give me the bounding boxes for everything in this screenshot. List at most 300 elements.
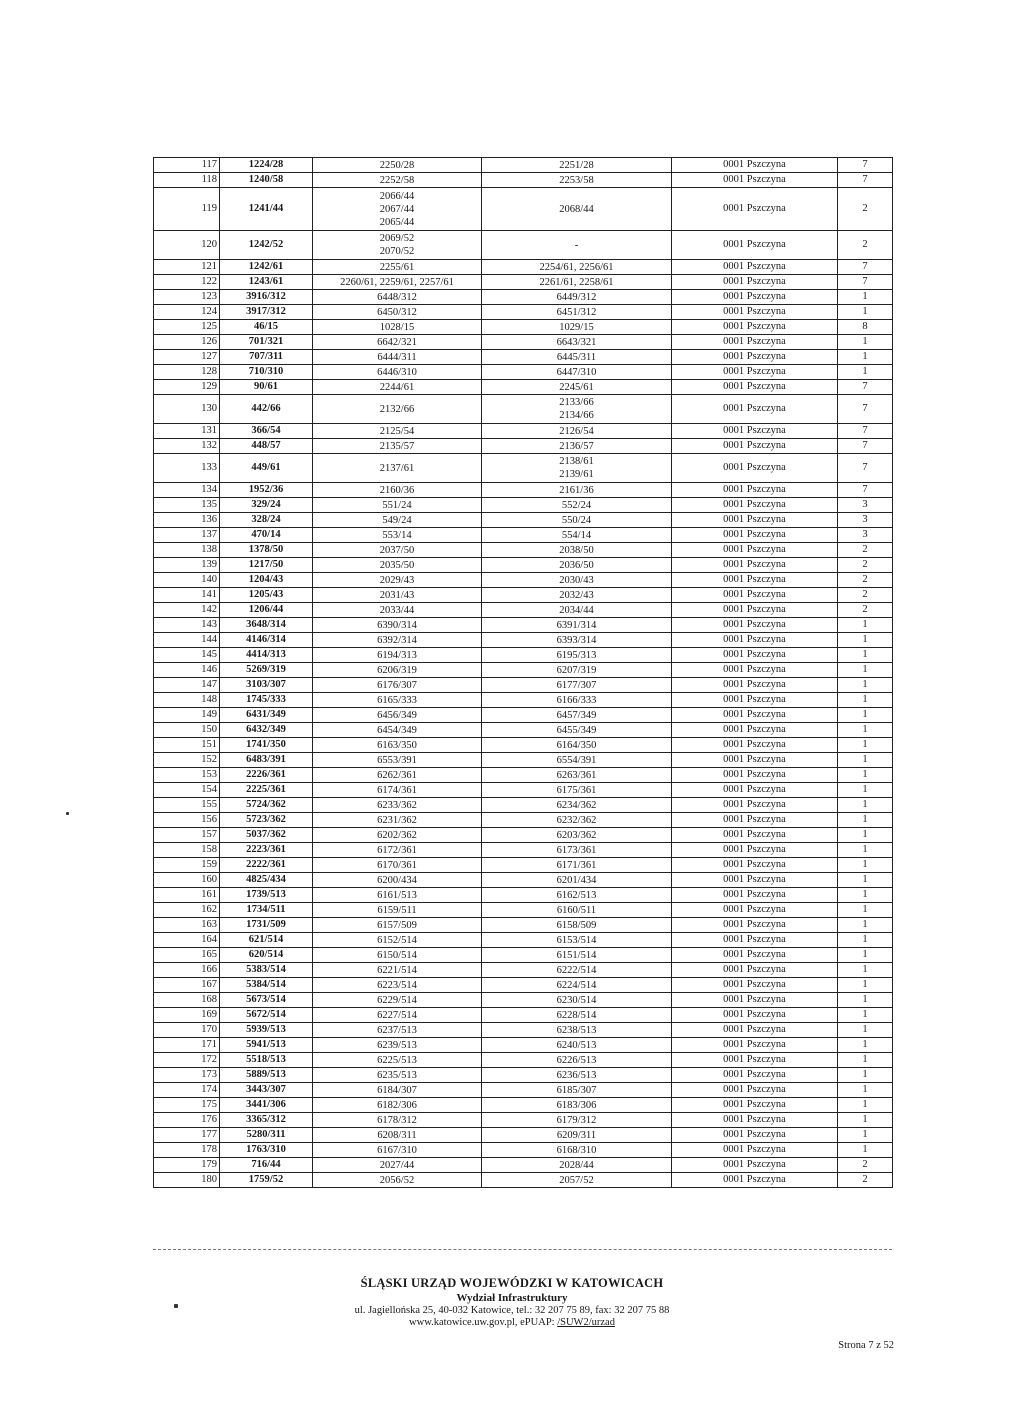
- parcels-after: [482, 678, 672, 693]
- row-number: 130: [154, 395, 220, 424]
- value-cell: 1: [838, 888, 893, 903]
- parcel-number: 707/311: [220, 350, 313, 365]
- parcels-before-line: 2033/44: [379, 604, 415, 616]
- row-number: 125: [154, 320, 220, 335]
- parcels-after-line: -: [574, 239, 579, 251]
- parcels-after: [482, 1023, 672, 1038]
- parcel-number: 6483/391: [220, 753, 313, 768]
- parcels-after: [482, 158, 672, 173]
- value-cell: 7: [838, 454, 893, 483]
- parcels-after-line: 6153/514: [556, 934, 597, 946]
- value-cell: 1: [838, 305, 893, 320]
- value-cell: 1: [838, 1008, 893, 1023]
- value-cell: 2: [838, 1173, 893, 1188]
- parcels-before-line: 6444/311: [377, 351, 417, 363]
- precinct: 0001 Pszczyna: [672, 723, 838, 738]
- parcels-after-line: 6222/514: [556, 964, 597, 976]
- parcels-after: [482, 1038, 672, 1053]
- parcels-after-line: 6171/361: [556, 859, 597, 871]
- table-row: [154, 618, 893, 633]
- parcels-before-line: 2160/36: [379, 484, 415, 496]
- precinct: 0001 Pszczyna: [672, 978, 838, 993]
- parcels-after-line: 6238/513: [556, 1024, 597, 1036]
- parcel-number: 1739/513: [220, 888, 313, 903]
- value-cell: 1: [838, 783, 893, 798]
- table-row: [154, 738, 893, 753]
- parcels-after: [482, 648, 672, 663]
- parcel-number: 5384/514: [220, 978, 313, 993]
- table-row: [154, 231, 893, 260]
- value-cell: 7: [838, 275, 893, 290]
- value-cell: 1: [838, 1128, 893, 1143]
- value-cell: 1: [838, 1098, 893, 1113]
- table-row: [154, 783, 893, 798]
- parcels-after-line: 6445/311: [556, 351, 597, 363]
- parcels-before-line: 2035/50: [379, 559, 415, 571]
- parcels-before-line: 2027/44: [379, 1159, 415, 1171]
- parcels-before-line: 6239/513: [377, 1039, 417, 1051]
- parcels-before: [313, 918, 482, 933]
- row-number: 179: [154, 1158, 220, 1173]
- parcels-after: [482, 380, 672, 395]
- parcels-before: [313, 933, 482, 948]
- parcels-before-line: 2067/44: [379, 203, 415, 215]
- precinct: 0001 Pszczyna: [672, 798, 838, 813]
- parcels-before-line: 2132/66: [379, 403, 415, 415]
- parcels-after: [482, 1173, 672, 1188]
- parcels-after-line: 6166/333: [556, 694, 597, 706]
- parcels-before: [313, 678, 482, 693]
- parcels-before-line: 6262/361: [377, 769, 417, 781]
- precinct: 0001 Pszczyna: [672, 1023, 838, 1038]
- parcels-before-line: 2260/61, 2259/61, 2257/61: [340, 276, 454, 288]
- parcels-after-line: 2139/61: [559, 469, 594, 480]
- row-number: 151: [154, 738, 220, 753]
- table-row: [154, 528, 893, 543]
- row-number: 174: [154, 1083, 220, 1098]
- parcels-after: [482, 483, 672, 498]
- row-number: 143: [154, 618, 220, 633]
- parcels-before-line: 2037/50: [379, 544, 415, 556]
- parcel-number: 3443/307: [220, 1083, 313, 1098]
- parcels-after-line: 6158/509: [556, 919, 597, 931]
- parcels-before-line: 2135/57: [379, 440, 415, 452]
- table-row: [154, 320, 893, 335]
- precinct: 0001 Pszczyna: [672, 633, 838, 648]
- parcels-before-line: 6456/349: [377, 709, 417, 721]
- parcel-number: 1731/509: [220, 918, 313, 933]
- precinct: 0001 Pszczyna: [672, 588, 838, 603]
- row-number: 154: [154, 783, 220, 798]
- table-row: [154, 963, 893, 978]
- parcels-before-line: 2125/54: [379, 425, 415, 437]
- footer-address: ul. Jagiellońska 25, 40-032 Katowice, tel.: 32 207 75 89, fax: 32 207 75 88: [354, 1305, 670, 1316]
- row-number: 118: [154, 173, 220, 188]
- parcel-number: 621/514: [220, 933, 313, 948]
- row-number: 139: [154, 558, 220, 573]
- parcels-before-line: 6172/361: [377, 844, 417, 856]
- parcels-before-line: 6150/514: [377, 949, 417, 961]
- parcels-after-line: 2133/66: [559, 397, 594, 408]
- table-row: [154, 305, 893, 320]
- precinct: 0001 Pszczyna: [672, 1128, 838, 1143]
- parcels-after-line: 6226/513: [556, 1054, 597, 1066]
- parcels-after-line: 6201/434: [556, 874, 597, 886]
- value-cell: 2: [838, 558, 893, 573]
- parcels-after: [482, 498, 672, 513]
- parcels-before-line: 6237/513: [377, 1024, 417, 1036]
- row-number: 152: [154, 753, 220, 768]
- parcel-number: 620/514: [220, 948, 313, 963]
- table-row: [154, 813, 893, 828]
- parcels-after: [482, 1113, 672, 1128]
- table-row: [154, 1158, 893, 1173]
- value-cell: 1: [838, 858, 893, 873]
- row-number: 150: [154, 723, 220, 738]
- value-cell: 1: [838, 738, 893, 753]
- precinct: 0001 Pszczyna: [672, 231, 838, 260]
- precinct: 0001 Pszczyna: [672, 648, 838, 663]
- precinct: 0001 Pszczyna: [672, 753, 838, 768]
- row-number: 142: [154, 603, 220, 618]
- parcels-before: [313, 603, 482, 618]
- table-row: [154, 768, 893, 783]
- parcels-before-line: 6208/311: [377, 1129, 417, 1141]
- table-row: [154, 693, 893, 708]
- row-number: 128: [154, 365, 220, 380]
- parcels-before: [313, 993, 482, 1008]
- row-number: 167: [154, 978, 220, 993]
- parcels-after-line: 6234/362: [556, 799, 597, 811]
- parcels-after: [482, 978, 672, 993]
- precinct: 0001 Pszczyna: [672, 678, 838, 693]
- parcels-after: [482, 1008, 672, 1023]
- table-row: [154, 603, 893, 618]
- table-row: [154, 483, 893, 498]
- parcels-after: [482, 828, 672, 843]
- precinct: 0001 Pszczyna: [672, 813, 838, 828]
- table-row: [154, 513, 893, 528]
- parcel-number: 366/54: [220, 424, 313, 439]
- parcels-after: [482, 768, 672, 783]
- parcels-before: [313, 888, 482, 903]
- parcels-after-line: 6447/310: [556, 366, 597, 378]
- parcel-number: 5037/362: [220, 828, 313, 843]
- parcels-after-line: 6240/513: [556, 1039, 597, 1051]
- parcel-number: 442/66: [220, 395, 313, 424]
- parcels-before-line: 2250/28: [379, 159, 415, 171]
- row-number: 171: [154, 1038, 220, 1053]
- parcels-before-line: 6642/321: [377, 336, 417, 348]
- table-row: [154, 1143, 893, 1158]
- precinct: 0001 Pszczyna: [672, 498, 838, 513]
- parcels-before-line: 6390/314: [377, 619, 417, 631]
- table-row: [154, 798, 893, 813]
- parcels-before: [313, 738, 482, 753]
- row-number: 148: [154, 693, 220, 708]
- parcels-before: [313, 723, 482, 738]
- parcels-after-line: 6175/361: [556, 784, 597, 796]
- table-row: [154, 648, 893, 663]
- parcels-before: [313, 828, 482, 843]
- parcels-before-line: 6454/349: [377, 724, 417, 736]
- value-cell: 1: [838, 843, 893, 858]
- parcels-after-line: 2126/54: [559, 425, 594, 437]
- parcels-before-line: 2244/61: [379, 381, 415, 393]
- value-cell: 2: [838, 573, 893, 588]
- value-cell: 1: [838, 1038, 893, 1053]
- value-cell: 1: [838, 723, 893, 738]
- parcel-number: 5518/513: [220, 1053, 313, 1068]
- parcels-before: [313, 275, 482, 290]
- parcels-before-line: 551/24: [382, 499, 412, 511]
- parcels-after-line: 2032/43: [559, 589, 594, 601]
- value-cell: 1: [838, 948, 893, 963]
- value-cell: 1: [838, 618, 893, 633]
- table-row: [154, 1113, 893, 1128]
- parcels-after: [482, 903, 672, 918]
- parcels-after: [482, 783, 672, 798]
- parcels-after-line: 2251/28: [559, 159, 594, 171]
- precinct: 0001 Pszczyna: [672, 320, 838, 335]
- parcels-after: [482, 993, 672, 1008]
- value-cell: 2: [838, 231, 893, 260]
- precinct: 0001 Pszczyna: [672, 454, 838, 483]
- value-cell: 1: [838, 633, 893, 648]
- parcels-before-line: 6157/509: [377, 919, 417, 931]
- parcels-before: [313, 158, 482, 173]
- parcels-after: [482, 753, 672, 768]
- precinct: 0001 Pszczyna: [672, 693, 838, 708]
- row-number: 173: [154, 1068, 220, 1083]
- parcels-before-line: 6450/312: [377, 306, 417, 318]
- parcels-before: [313, 528, 482, 543]
- parcels-after: [482, 1128, 672, 1143]
- parcels-before-line: 6448/312: [377, 291, 417, 303]
- parcels-after-line: 6160/511: [556, 904, 597, 916]
- parcels-after: [482, 1098, 672, 1113]
- parcels-before-line: 6233/362: [377, 799, 417, 811]
- parcels-after-line: 6263/361: [556, 769, 597, 781]
- parcel-number: 3648/314: [220, 618, 313, 633]
- row-number: 132: [154, 439, 220, 454]
- parcels-before: [313, 498, 482, 513]
- value-cell: 2: [838, 543, 893, 558]
- parcel-number: 5672/514: [220, 1008, 313, 1023]
- parcels-before: [313, 231, 482, 260]
- table-row: [154, 753, 893, 768]
- parcel-number: 1759/52: [220, 1173, 313, 1188]
- parcel-number: 1952/36: [220, 483, 313, 498]
- parcels-before: [313, 173, 482, 188]
- row-number: 159: [154, 858, 220, 873]
- value-cell: 8: [838, 320, 893, 335]
- value-cell: 1: [838, 335, 893, 350]
- parcel-number: 2225/361: [220, 783, 313, 798]
- parcels-after-line: 2161/36: [559, 484, 594, 496]
- row-number: 170: [154, 1023, 220, 1038]
- parcels-before: [313, 1173, 482, 1188]
- precinct: 0001 Pszczyna: [672, 173, 838, 188]
- parcels-before-line: 6163/350: [377, 739, 417, 751]
- parcels-before: [313, 558, 482, 573]
- parcels-after: [482, 231, 672, 260]
- parcels-after: [482, 335, 672, 350]
- table-row: [154, 723, 893, 738]
- parcel-number: 2223/361: [220, 843, 313, 858]
- parcels-after-line: 2034/44: [559, 604, 594, 616]
- precinct: 0001 Pszczyna: [672, 573, 838, 588]
- row-number: 138: [154, 543, 220, 558]
- parcels-before: [313, 260, 482, 275]
- row-number: 131: [154, 424, 220, 439]
- parcels-after-line: 6230/514: [556, 994, 597, 1006]
- table-row: [154, 843, 893, 858]
- row-number: 120: [154, 231, 220, 260]
- parcels-before: [313, 708, 482, 723]
- value-cell: 7: [838, 483, 893, 498]
- parcel-number: 6432/349: [220, 723, 313, 738]
- parcels-before: [313, 439, 482, 454]
- parcels-after: [482, 963, 672, 978]
- parcels-before: [313, 813, 482, 828]
- footer-web: [0, 1317, 1024, 1328]
- value-cell: 7: [838, 260, 893, 275]
- row-number: 122: [154, 275, 220, 290]
- table-row: [154, 1038, 893, 1053]
- parcels-before: [313, 1068, 482, 1083]
- parcels-before: [313, 1008, 482, 1023]
- value-cell: 1: [838, 813, 893, 828]
- parcels-after-line: 6391/314: [556, 619, 597, 631]
- parcel-number: 1734/511: [220, 903, 313, 918]
- parcel-number: 3916/312: [220, 290, 313, 305]
- table-row: [154, 1068, 893, 1083]
- table-row: [154, 918, 893, 933]
- table-row: [154, 888, 893, 903]
- table-row: [154, 1173, 893, 1188]
- parcels-before: [313, 873, 482, 888]
- parcels-before-line: 2056/52: [379, 1174, 415, 1186]
- value-cell: 1: [838, 753, 893, 768]
- parcels-after: [482, 454, 672, 483]
- parcels-before: [313, 663, 482, 678]
- parcels-after: [482, 1083, 672, 1098]
- parcels-after-line: 2030/43: [559, 574, 594, 586]
- row-number: 157: [154, 828, 220, 843]
- parcels-before-line: 549/24: [382, 514, 412, 526]
- parcels-before-line: 6184/307: [377, 1084, 417, 1096]
- precinct: 0001 Pszczyna: [672, 424, 838, 439]
- parcels-after-line: 550/24: [561, 514, 592, 526]
- parcel-number: 3103/307: [220, 678, 313, 693]
- table-row: [154, 1008, 893, 1023]
- row-number: 127: [154, 350, 220, 365]
- precinct: 0001 Pszczyna: [672, 528, 838, 543]
- table-row: [154, 335, 893, 350]
- parcels-before: [313, 320, 482, 335]
- parcel-number: 5889/513: [220, 1068, 313, 1083]
- parcels-before: [313, 1053, 482, 1068]
- value-cell: 1: [838, 678, 893, 693]
- parcels-before-line: 6167/310: [377, 1144, 417, 1156]
- parcels-before-line: 6235/513: [377, 1069, 417, 1081]
- parcels-before: [313, 903, 482, 918]
- precinct: 0001 Pszczyna: [672, 618, 838, 633]
- value-cell: 7: [838, 424, 893, 439]
- table-row: [154, 978, 893, 993]
- parcels-after: [482, 173, 672, 188]
- precinct: 0001 Pszczyna: [672, 1173, 838, 1188]
- parcels-after-line: 6164/350: [556, 739, 597, 751]
- parcels-after-line: 6151/514: [556, 949, 597, 961]
- parcels-after-line: 2028/44: [559, 1159, 594, 1171]
- parcels-after: [482, 350, 672, 365]
- parcel-number: 448/57: [220, 439, 313, 454]
- table-row: [154, 290, 893, 305]
- parcels-after: [482, 1068, 672, 1083]
- value-cell: 3: [838, 498, 893, 513]
- parcels-after: [482, 320, 672, 335]
- value-cell: 1: [838, 873, 893, 888]
- parcels-after: [482, 275, 672, 290]
- parcels-after: [482, 588, 672, 603]
- footer-department: Wydział Infrastruktury: [456, 1292, 568, 1304]
- parcel-number: 5723/362: [220, 813, 313, 828]
- parcels-after: [482, 1158, 672, 1173]
- parcels-before-line: 6174/361: [377, 784, 417, 796]
- parcels-after: [482, 603, 672, 618]
- parcels-before-line: 2031/43: [379, 589, 415, 601]
- parcels-before-line: 6176/307: [377, 679, 417, 691]
- row-number: 117: [154, 158, 220, 173]
- value-cell: 7: [838, 158, 893, 173]
- value-cell: 2: [838, 588, 893, 603]
- row-number: 162: [154, 903, 220, 918]
- value-cell: 1: [838, 1143, 893, 1158]
- parcels-before: [313, 365, 482, 380]
- parcels-after-line: 6185/307: [556, 1084, 597, 1096]
- parcel-number: 1241/44: [220, 188, 313, 231]
- precinct: 0001 Pszczyna: [672, 828, 838, 843]
- row-number: 158: [154, 843, 220, 858]
- footer-epuap-link[interactable]: /SUW2/urzad: [557, 1317, 615, 1328]
- precinct: 0001 Pszczyna: [672, 1038, 838, 1053]
- precinct: 0001 Pszczyna: [672, 350, 838, 365]
- precinct: 0001 Pszczyna: [672, 158, 838, 173]
- row-number: 119: [154, 188, 220, 231]
- parcels-before-line: 6202/362: [377, 829, 417, 841]
- parcel-number: 4146/314: [220, 633, 313, 648]
- precinct: 0001 Pszczyna: [672, 1143, 838, 1158]
- value-cell: 1: [838, 290, 893, 305]
- parcel-number: 1204/43: [220, 573, 313, 588]
- parcels-after: [482, 305, 672, 320]
- parcels-after-line: 6183/306: [556, 1099, 597, 1111]
- parcels-before-line: 6178/312: [377, 1114, 417, 1126]
- row-number: 168: [154, 993, 220, 1008]
- row-number: 134: [154, 483, 220, 498]
- parcels-before: [313, 305, 482, 320]
- parcels-before-line: 6200/434: [377, 874, 417, 886]
- value-cell: 1: [838, 1083, 893, 1098]
- table-row: [154, 948, 893, 963]
- table-row: [154, 498, 893, 513]
- parcels-after: [482, 888, 672, 903]
- parcels-after: [482, 1053, 672, 1068]
- parcels-after: [482, 543, 672, 558]
- precinct: 0001 Pszczyna: [672, 993, 838, 1008]
